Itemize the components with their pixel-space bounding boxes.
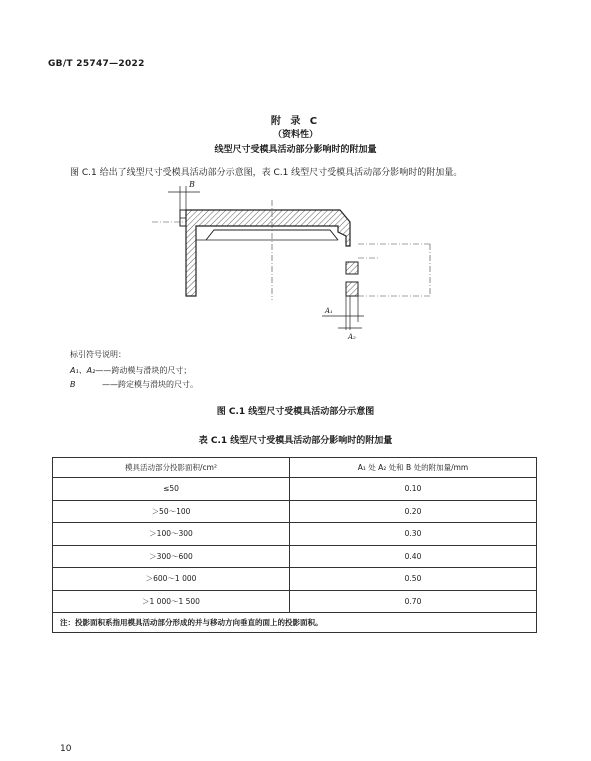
allowance-cell: 0.40 xyxy=(290,545,537,568)
allowance-cell: 0.50 xyxy=(290,568,537,591)
page-number: 10 xyxy=(60,744,72,754)
area-range-cell: ＞300～600 xyxy=(53,545,290,568)
dimension-a1-a2 xyxy=(322,296,364,341)
legend-desc: ——跨动模与滑块的尺寸； xyxy=(95,366,192,375)
table-row xyxy=(53,590,537,613)
legend-symbol: B xyxy=(70,380,76,389)
allowance-cell: 0.70 xyxy=(290,590,537,613)
legend-item-a xyxy=(70,365,191,376)
legend-desc: ——跨定模与滑块的尺寸。 xyxy=(102,380,198,389)
allowance-cell: 0.30 xyxy=(290,523,537,546)
intro-paragraph: 图 C.1 给出了线型尺寸受模具活动部分示意图，表 C.1 线型尺寸受模具活动部分影响时的附加量。 xyxy=(70,168,463,178)
area-range-cell: ＞1 000～1 500 xyxy=(53,590,290,613)
column-header: 模具活动部分投影面积/cm² xyxy=(53,458,290,478)
allowance-cell: 0.10 xyxy=(290,478,537,501)
table-header-row xyxy=(53,458,537,478)
table-note-row xyxy=(53,613,537,633)
part-cross-section xyxy=(180,210,358,296)
dimension-b xyxy=(168,180,200,212)
allowance-table xyxy=(52,457,537,633)
annex-type: （资料性） xyxy=(272,130,318,140)
standard-code: GB/T 25747—2022 xyxy=(48,59,145,69)
column-header: A₁ 处 A₂ 处和 B 处的附加量/mm xyxy=(290,458,537,478)
area-range-cell: ＞100～300 xyxy=(53,523,290,546)
figure-caption: 图 C.1 线型尺寸受模具活动部分示意图 xyxy=(216,407,375,417)
legend-symbol: A₁、A₂ xyxy=(70,366,96,375)
label-b: B xyxy=(189,180,195,189)
annex-title: 附 录 C xyxy=(270,116,321,127)
table-row xyxy=(53,500,537,523)
table-row xyxy=(53,478,537,501)
annex-name: 线型尺寸受模具活动部分影响时的附加量 xyxy=(214,145,377,155)
area-range-cell: ≤50 xyxy=(53,478,290,501)
table-caption: 表 C.1 线型尺寸受模具活动部分影响时的附加量 xyxy=(198,436,393,446)
legend-title: 标引符号说明： xyxy=(70,350,126,359)
table-row xyxy=(53,545,537,568)
area-range-cell: ＞50～100 xyxy=(53,500,290,523)
table-row xyxy=(53,523,537,546)
legend-item-b xyxy=(70,379,198,390)
allowance-cell: 0.20 xyxy=(290,500,537,523)
label-a2: A₂ xyxy=(348,333,356,341)
table-note: 注：投影面积系指用模具活动部分形成的并与移动方向垂直的面上的投影面积。 xyxy=(53,613,537,633)
label-a1: A₁ xyxy=(325,307,333,315)
area-range-cell: ＞600～1 000 xyxy=(53,568,290,591)
table-row xyxy=(53,568,537,591)
